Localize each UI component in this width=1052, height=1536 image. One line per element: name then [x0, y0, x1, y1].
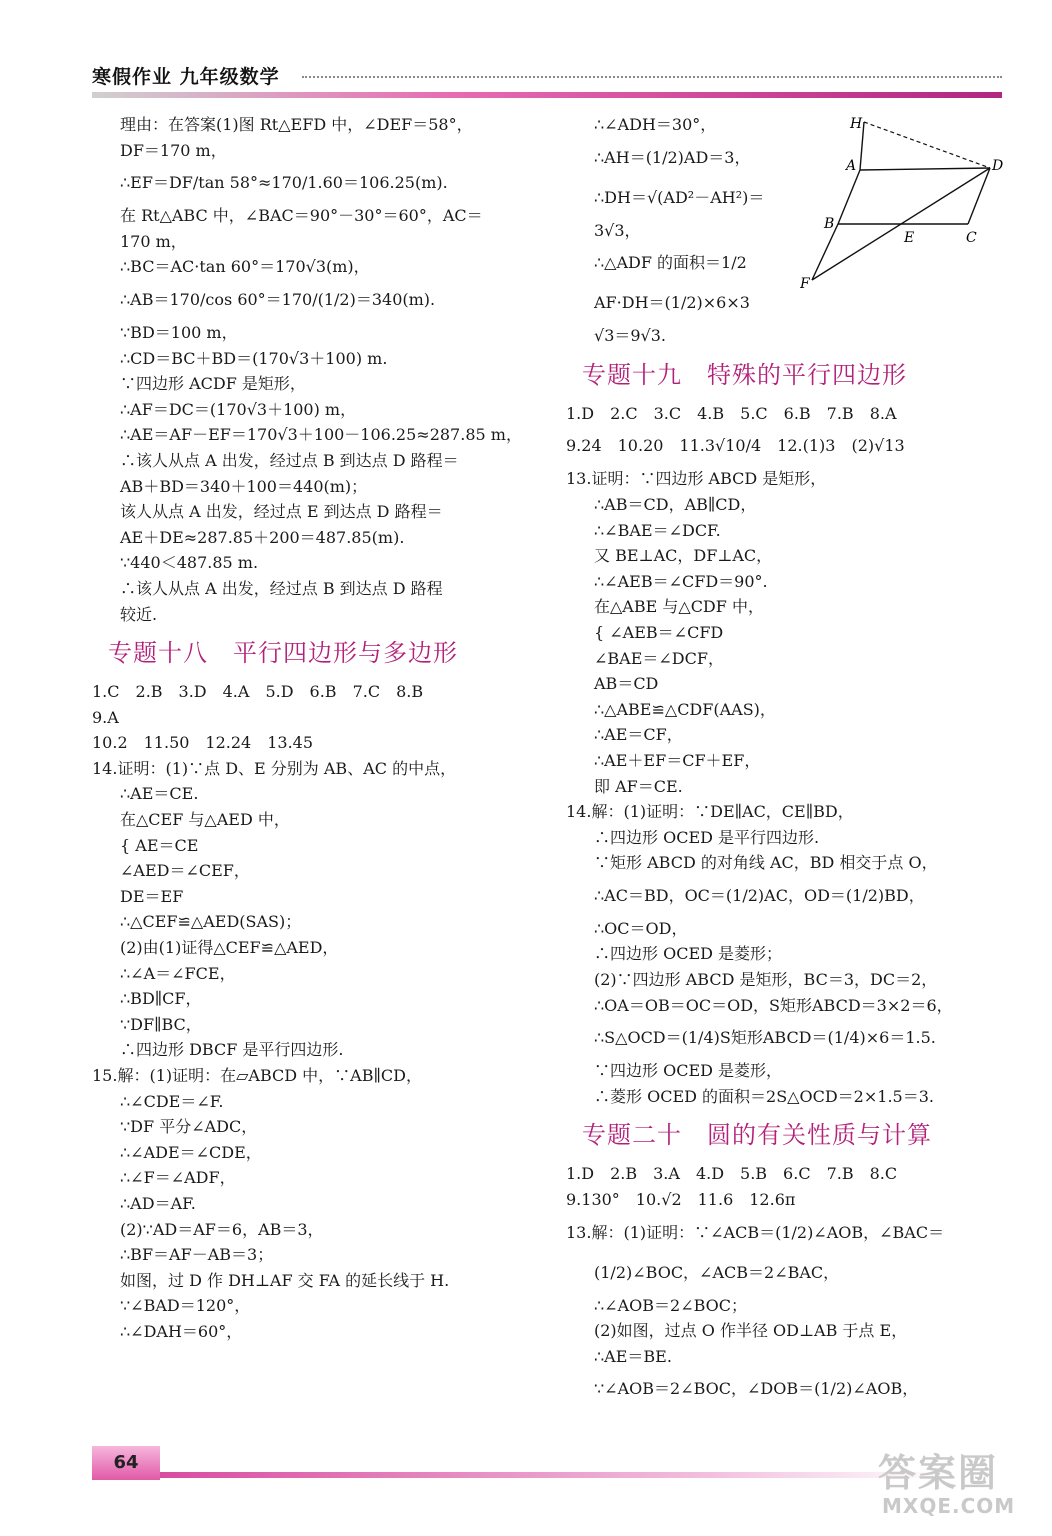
- geometry-figure: [800, 112, 1020, 290]
- answer-line: 又 BE⊥AC，DF⊥AC，: [594, 546, 773, 566]
- answer-line: ∵四边形 OCED 是菱形，: [594, 1061, 783, 1081]
- answer-line: 10.2 11.50 12.24 13.45: [92, 733, 314, 753]
- watermark-top: 答案圈: [878, 1451, 999, 1495]
- label-f: F: [800, 276, 810, 290]
- right-column: [566, 112, 1006, 1409]
- answer-line: AB＋BD＝340＋100＝440(m)；: [120, 476, 368, 496]
- answer-line: 13.证明：∵四边形 ABCD 是矩形，: [566, 469, 827, 489]
- answer-line: 即 AF＝CE.: [594, 776, 683, 796]
- answer-line: (2)∵AD＝AF＝6，AB＝3，: [120, 1219, 324, 1239]
- answer-line: ∴BD∥CF，: [120, 989, 202, 1009]
- label-h: H: [850, 116, 863, 132]
- answer-line: ∵∠AOB＝2∠BOC，∠DOB＝(1/2)∠AOB，: [594, 1379, 919, 1399]
- watermark-logo: [858, 1440, 1028, 1520]
- answer-line: 1.D 2.B 3.A 4.D 5.B 6.C 7.B 8.C: [566, 1164, 898, 1184]
- answer-line: ∵矩形 ABCD 的对角线 AC，BD 相交于点 O，: [594, 853, 938, 873]
- answer-line: ∠AED＝∠CEF，: [120, 861, 250, 881]
- answer-line: ∴BC＝AC·tan 60°＝170√3(m)，: [120, 257, 370, 277]
- answer-line: ∴∠CDE＝∠F.: [120, 1091, 224, 1111]
- label-a: A: [846, 158, 857, 174]
- left-column: [92, 112, 532, 1345]
- answer-line: ∴四边形 DBCF 是平行四边形.: [120, 1040, 344, 1060]
- page-header: [92, 62, 1002, 102]
- answer-line: ∵∠BAD＝120°，: [120, 1296, 251, 1316]
- answer-line: ∵DF∥BC，: [120, 1014, 202, 1034]
- header-band: [92, 92, 1002, 98]
- answer-line: ∴∠F＝∠ADF，: [120, 1168, 236, 1188]
- header-title: 寒假作业 九年级数学: [92, 66, 280, 88]
- answer-line: 在 Rt△ABC 中，∠BAC＝90°－30°＝60°，AC＝: [120, 206, 483, 226]
- answer-line: 9.130° 10.√2 11.6 12.6π: [566, 1190, 796, 1210]
- answer-line: 13.解：(1)证明：∵∠ACB＝(1/2)∠AOB，∠BAC＝: [566, 1222, 945, 1242]
- answer-line: ∴AE＝CF，: [594, 725, 683, 745]
- answer-line: ∴∠BAE＝∠DCF.: [594, 520, 721, 540]
- answer-line: ∴∠DAH＝60°，: [120, 1321, 243, 1341]
- answer-line: ∴AE＝BE.: [594, 1346, 672, 1366]
- answer-line: (1/2)∠BOC，∠ACB＝2∠BAC，: [594, 1262, 840, 1282]
- answer-line: ∴该人从点 A 出发，经过点 B 到达点 D 路程＝: [120, 450, 459, 470]
- answer-line: 9.24 10.20 11.3√10/4 12.(1)3 (2)√13: [566, 436, 905, 456]
- section-title: 专题十九 特殊的平行四边形: [582, 360, 907, 389]
- page-footer: [92, 1442, 952, 1484]
- answer-line: ∴AB＝CD，AB∥CD，: [594, 494, 757, 514]
- header-dotted-rule: [302, 76, 1002, 78]
- answer-line: ∴△CEF≌△AED(SAS)；: [120, 912, 302, 932]
- answer-line: (2)如图，过点 O 作半径 OD⊥AB 于点 E，: [594, 1321, 908, 1341]
- answer-line: (2)∵四边形 ABCD 是矩形，BC＝3，DC＝2，: [594, 970, 938, 990]
- answer-line: 在△ABE 与△CDF 中，: [594, 597, 764, 617]
- answer-line: AF·DH＝(1/2)×6×3: [594, 293, 750, 313]
- answer-line: 3√3，: [594, 220, 641, 240]
- section-title: 专题二十 圆的有关性质与计算: [582, 1121, 932, 1150]
- answer-line: ∴AB＝170/cos 60°＝170/(1/2)＝340(m).: [120, 289, 436, 309]
- answer-line: ∴∠ADE＝∠CDE，: [120, 1142, 262, 1162]
- answer-line: ∴四边形 OCED 是菱形；: [594, 944, 783, 964]
- answer-line: 1.C 2.B 3.D 4.A 5.D 6.B 7.C 8.B: [92, 682, 424, 702]
- label-e: E: [904, 230, 915, 246]
- answer-line: { AE＝CE: [120, 835, 199, 855]
- answer-line: ∴四边形 OCED 是平行四边形.: [594, 827, 820, 847]
- answer-line: 在△CEF 与△AED 中，: [120, 810, 290, 830]
- line-hd-dashed: [864, 122, 990, 168]
- label-c: C: [966, 230, 977, 246]
- answer-line: ∴该人从点 A 出发，经过点 B 到达点 D 路程: [120, 578, 443, 598]
- answer-line: 1.D 2.C 3.C 4.B 5.C 6.B 7.B 8.A: [566, 403, 897, 423]
- answer-line: 该人从点 A 出发，经过点 E 到达点 D 路程＝: [120, 502, 443, 522]
- answer-line: ∴AF＝DC＝(170√3＋100) m，: [120, 399, 357, 419]
- answer-line: DF＝170 m，: [120, 140, 227, 160]
- answer-line: AE＋DE≈287.85＋200＝487.85(m).: [120, 527, 405, 547]
- answer-line: ∴△ABE≌△CDF(AAS)，: [594, 699, 776, 719]
- answer-line: ∴菱形 OCED 的面积＝2S△OCD＝2×1.5＝3.: [594, 1086, 934, 1106]
- answer-line: ∠BAE＝∠DCF，: [594, 648, 724, 668]
- answer-line: ∵DF 平分∠ADC，: [120, 1117, 258, 1137]
- label-d: D: [992, 158, 1004, 174]
- answer-line: ∴EF＝DF/tan 58°≈170/1.60＝106.25(m).: [120, 173, 448, 193]
- answer-line: DE＝EF: [120, 886, 184, 906]
- answer-line: 170 m，: [120, 231, 187, 251]
- answer-line: ∴AH＝(1/2)AD＝3，: [594, 147, 751, 167]
- answer-line: ∴CD＝BC＋BD＝(170√3＋100) m.: [120, 348, 388, 368]
- watermark-bottom: MXQE.COM: [882, 1494, 1016, 1518]
- section-title: 专题十八 平行四边形与多边形: [108, 639, 458, 668]
- answer-line: ∴∠AOB＝2∠BOC；: [594, 1295, 748, 1315]
- answer-line: 9.A: [92, 707, 119, 727]
- answer-line: (2)由(1)证得△CEF≌△AED，: [120, 938, 339, 958]
- answer-line: ∴AC＝BD，OC＝(1/2)AC，OD＝(1/2)BD，: [594, 885, 925, 905]
- page-number: 64: [92, 1446, 160, 1480]
- answer-line: ∵四边形 ACDF 是矩形，: [120, 374, 306, 394]
- line-ad: [860, 168, 990, 170]
- answer-line: ∴∠ADH＝30°，: [594, 115, 717, 134]
- answer-line: 如图，过 D 作 DH⊥AF 交 FA 的延长线于 H.: [120, 1270, 450, 1290]
- answer-line: ∴AE＝AF－EF＝170√3＋100－106.25≈287.85 m，: [120, 425, 522, 445]
- answer-line: ∴△ADF 的面积＝1/2: [594, 253, 747, 273]
- footer-band: [160, 1472, 952, 1478]
- answer-line: ∴∠AEB＝∠CFD＝90°.: [594, 571, 768, 591]
- answer-line: ∴AE＝CE.: [120, 784, 199, 804]
- answer-line: 15.解：(1)证明：在▱ABCD 中，∵AB∥CD，: [92, 1066, 422, 1085]
- answer-line: ∴AD＝AF.: [120, 1193, 196, 1213]
- answer-line: { ∠AEB＝∠CFD: [594, 622, 724, 642]
- answer-line: ∴∠A＝∠FCE，: [120, 963, 236, 983]
- answer-line: 较近.: [120, 604, 158, 624]
- line-cd: [968, 168, 990, 224]
- answer-line: 14.证明：(1)∵点 D、E 分别为 AB、AC 的中点，: [92, 758, 457, 778]
- answer-line: 理由：在答案(1)图 Rt△EFD 中，∠DEF＝58°，: [120, 115, 473, 134]
- answer-line: AB＝CD: [594, 674, 659, 694]
- answer-line: 14.解：(1)证明：∵DE∥AC，CE∥BD，: [566, 802, 854, 822]
- answer-line: ∴OC＝OD，: [594, 918, 688, 938]
- answer-line: ∴S△OCD＝(1/4)S矩形ABCD＝(1/4)×6＝1.5.: [594, 1028, 936, 1048]
- answer-line: ∵BD＝100 m，: [120, 322, 238, 342]
- answer-line: ∴OA＝OB＝OC＝OD，S矩形ABCD＝3×2＝6，: [594, 995, 953, 1015]
- answer-line: √3＝9√3.: [594, 326, 667, 346]
- line-ab: [838, 170, 860, 224]
- label-b: B: [824, 216, 835, 232]
- answer-line: ∴AE＋EF＝CF＋EF，: [594, 750, 761, 770]
- answer-line: ∴BF＝AF－AB＝3；: [120, 1245, 274, 1265]
- answer-line: ∵440＜487.85 m.: [120, 553, 259, 573]
- answer-line: ∴DH＝√(AD²－AH²)＝: [594, 187, 765, 207]
